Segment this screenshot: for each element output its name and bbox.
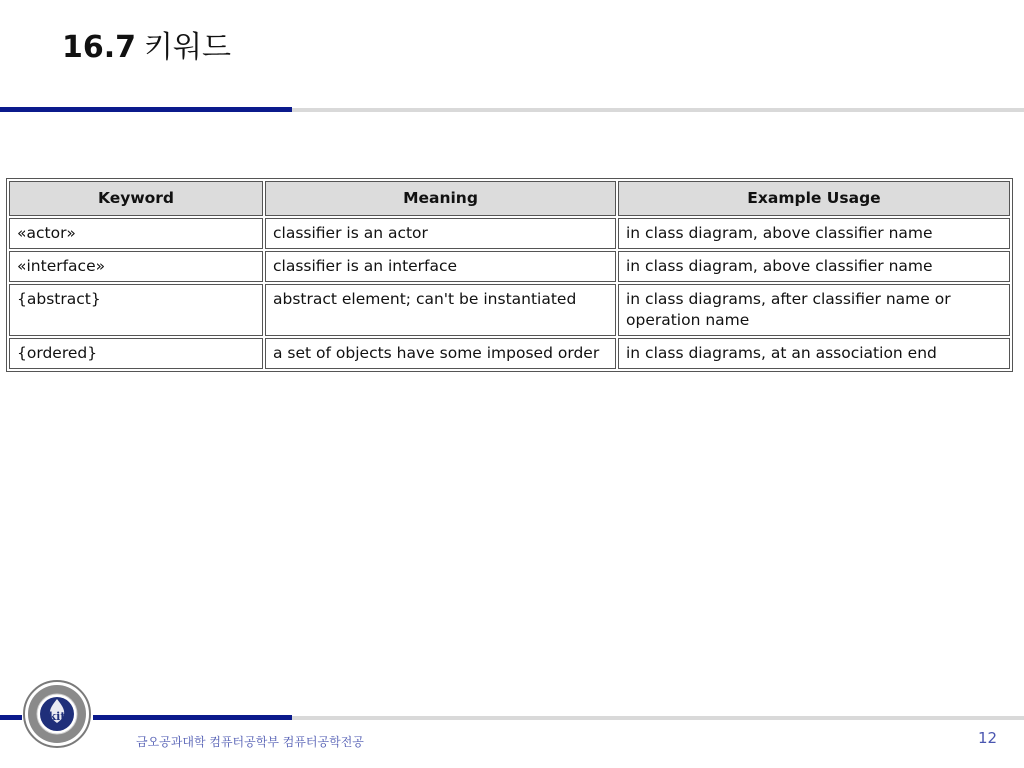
footer-rule	[292, 716, 1024, 720]
footer-rule-accent-left	[0, 715, 22, 720]
title-text: 키워드	[144, 30, 231, 65]
table-row	[9, 284, 1010, 336]
keyword-cell: «actor»	[9, 218, 263, 249]
slide-title	[62, 22, 231, 66]
title-number: 16.7	[62, 30, 137, 65]
university-seal-icon	[22, 679, 92, 749]
example-usage-cell: in class diagrams, after classifier name or operation name	[618, 284, 1010, 336]
footer-rule-accent	[93, 715, 292, 720]
column-header-meaning: Meaning	[265, 181, 616, 216]
table-header-row	[9, 181, 1010, 216]
meaning-cell: abstract element; can't be instantiated	[265, 284, 616, 336]
page-number: 12	[978, 729, 998, 747]
table-row	[9, 338, 1010, 369]
header-rule-accent	[0, 107, 292, 112]
meaning-cell: a set of objects have some imposed order	[265, 338, 616, 369]
column-header-keyword: Keyword	[9, 181, 263, 216]
example-usage-cell: in class diagram, above classifier name	[618, 218, 1010, 249]
meaning-cell: classifier is an actor	[265, 218, 616, 249]
footer-department: 금오공과대학 컴퓨터공학부 컴퓨터공학전공	[136, 735, 364, 749]
keyword-cell: {ordered}	[9, 338, 263, 369]
header-rule	[292, 108, 1024, 112]
table-row	[9, 218, 1010, 249]
keyword-table	[6, 178, 1013, 372]
keyword-cell: {abstract}	[9, 284, 263, 336]
example-usage-cell: in class diagram, above classifier name	[618, 251, 1010, 282]
example-usage-cell: in class diagrams, at an association end	[618, 338, 1010, 369]
keyword-cell: «interface»	[9, 251, 263, 282]
meaning-cell: classifier is an interface	[265, 251, 616, 282]
column-header-example-usage: Example Usage	[618, 181, 1010, 216]
table-row	[9, 251, 1010, 282]
logo-text: kit	[48, 710, 66, 723]
